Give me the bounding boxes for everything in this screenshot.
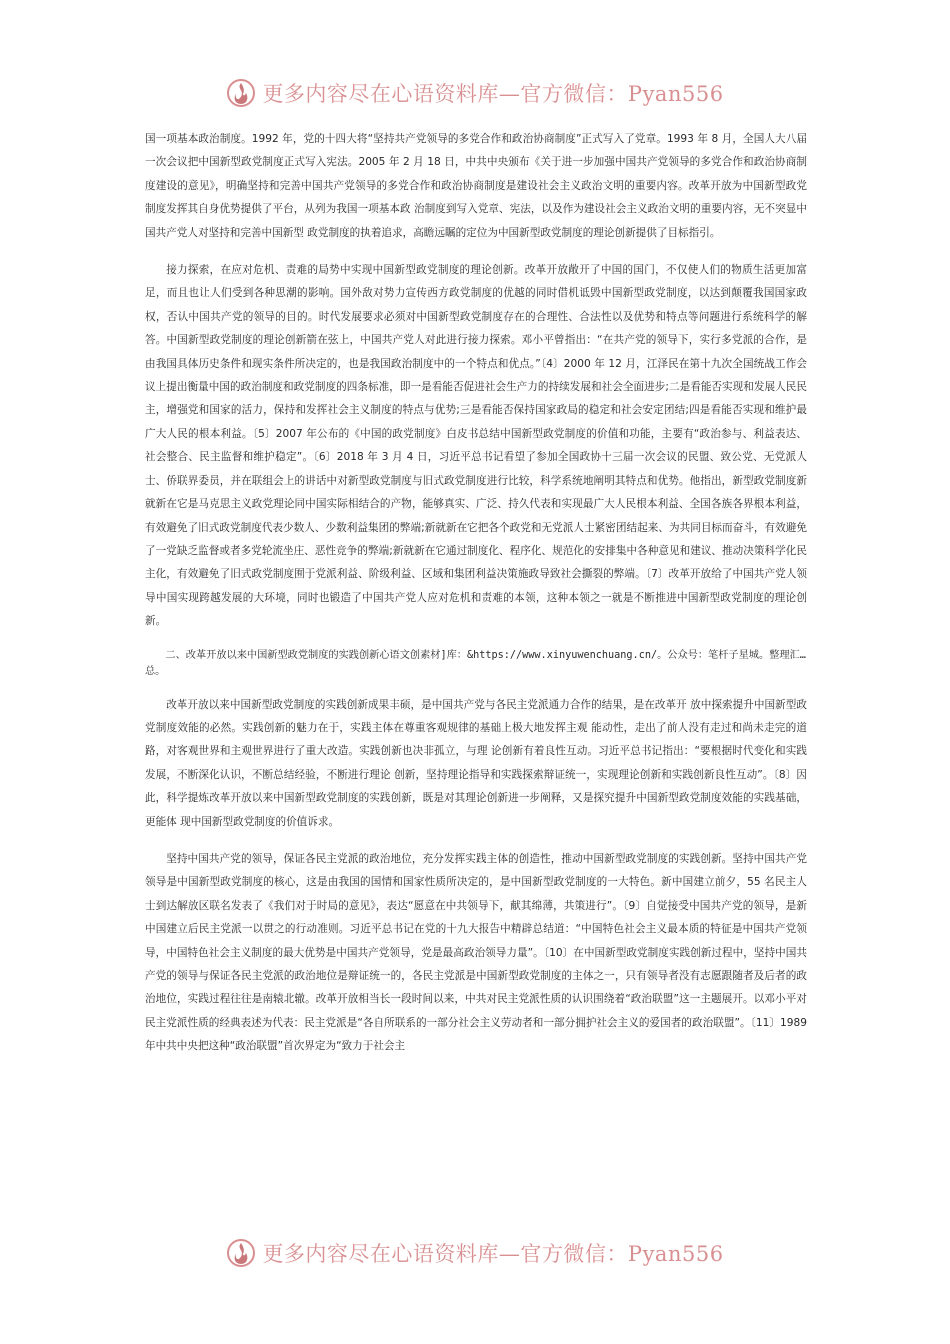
flame-seal-icon	[226, 1238, 256, 1268]
section-heading: 二、改革开放以来中国新型政党制度的实践创新心语文创素材]库：&https://www.xinyuwenchuang.cn/。公众号：笔杆子星城。整理汇…总。	[145, 649, 806, 677]
flame-seal-icon	[226, 78, 256, 108]
paragraph-3: 改革开放以来中国新型政党制度的实践创新成果丰硕，是中国共产党与各民主党派通力合作的结果，是在改革开 放中探索提升中国新型政党制度效能的必然。实践创新的魅力在于，实践主体在尊重客观规律的基础上极大地发挥主观 能动性，走出了前人没有走过和尚未走完的道路，对客观世界和主观世界进行了重大改造。实践创新也决非孤立，与理 论创新有着良性互动。习近平总书记指出：“要根据时代变化和实践发展，不断深化认识，不断总结经验，不断进行理论 创新，坚持理论指导和实践探索辩证统一，实现理论创新和实践创新良性互动”。〔8〕因此，科学提炼改革开放以来中国新型政党制度的实践创新，既是对其理论创新进一步阐释，又是探究提升中国新型政党制度效能的实践基础，更能体 现中国新型政党制度的价值诉求。	[145, 698, 807, 828]
watermark-text: 更多内容尽在心语资料库—官方微信：Pyan556	[262, 82, 724, 106]
document-body	[145, 128, 807, 1059]
paragraph-4: 坚持中国共产党的领导，保证各民主党派的政治地位，充分发挥实践主体的创造性，推动中国新型政党制度的实践创新。坚持中国共产党领导是中国新型政党制度的核心，这是由我国的国情和国家性质所决定的，是中国新型政党制度的一大特色。新中国建立前夕，55 名民主人士到达解放区联名发表了《我们对于时局的意见》，表达“愿意在中共领导下，献其绵薄，共策进行”。〔9〕自觉接受中国共产党的领导，是新中国建立后民主党派一以贯之的行动准则。习近平总书记在党的十九大报告中精辟总结道：“中国特色社会主义最本质的特征是中国共产党领导，中国特色社会主义制度的最大优势是中国共产党领导，党是最高政治领导力量”。〔10〕在中国新型政党制度实践创新过程中，坚持中国共产党的领导与保证各民主党派的政治地位是辩证统一的，各民主党派是中国新型政党制度的主体之一，只有领导者没有志愿跟随者及后者的政治地位，实践过程往往是南辕北辙。改革开放相当长一段时间以来，中共对民主党派性质的认识围绕着“政治联盟”这一主题展开。以邓小平对民主党派性质的经典表述为代表：民主党派是“各自所联系的一部分社会主义劳动者和一部分拥护社会主义的爱国者的政治联盟”。〔11〕1989 年中共中央把这种“政治联盟”首次界定为“致力于社会主	[145, 852, 807, 1053]
paragraph-2: 接力探索，在应对危机、责难的局势中实现中国新型政党制度的理论创新。改革开放敞开了中国的国门，不仅使人们的物质生活更加富足，而且也让人们受到各种思潮的影响。国外敌对势力宣传西方政党制度的优越的同时借机诋毁中国新型政党制度，以达到颠覆我国国家政权，否认中国共产党的领导的目的。时代发展要求必须对中国新型政党制度存在的合理性、合法性以及优势和特点等问题进行系统科学的解答。中国新型政党制度的理论创新箭在弦上，中国共产党人对此进行接力探索。邓小平曾指出：“在共产党的领导下，实行多党派的合作，是由我国具体历史条件和现实条件所决定的，也是我国政治制度中的一个特点和优点。”〔4〕2000 年 12 月，江泽民在第十九次全国统战工作会议上提出衡量中国的政治制度和政党制度的四条标准，即一是看能否促进社会生产力的持续发展和社会全面进步;二是看能否实现和发展人民民主，增强党和国家的活力，保持和发挥社会主义制度的特点与优势;三是看能否保持国家政局的稳定和社会安定团结;四是看能否实现和维护最广大人民的根本利益。〔5〕2007 年公布的《中国的政党制度》白皮书总结中国新型政党制度的价值和功能，主要有“政治参与、利益表达、社会整合、民主监督和维护稳定”。〔6〕2018 年 3 月 4 日，习近平总书记看望了参加全国政协十三届一次会议的民盟、致公党、无党派人士、侨联界委员，并在联组会上的讲话中对新型政党制度与旧式政党制度进行比较，科学系统地阐明其特点和优势。他指出，新型政党制度新就新在它是马克思主义政党理论同中国实际相结合的产物，能够真实、广泛、持久代表和实现最广大人民根本利益、全国各族各界根本利益， 有效避免了旧式政党制度代表少数人、少数利益集团的弊端;新就新在它把各个政党和无党派人士紧密团结起来、为共同目标而奋斗，有效避免了一党缺乏监督或者多党轮流坐庄、恶性竞争的弊端;新就新在它通过制度化、程序化、规范化的安排集中各种意见和建议、推动决策科学化民主化，有效避免了旧式政党制度囿于党派利益、阶级利益、区域和集团利益决策施政导致社会撕裂的弊端。〔7〕改革开放给了中国共产党人领导中国实现跨越发展的大环境，同时也锻造了中国共产党人应对危机和责难的本领，这种本领之一就是不断推进中国新型政党制度的理论创新。	[145, 264, 807, 628]
paragraph-1: 国一项基本政治制度。1992 年，党的十四大将“坚持共产党领导的多党合作和政治协商制度”正式写入了党章。1993 年 8 月，全国人大八届一次会议把中国新型政党制度正式写入宪法。2005 年 2 月 18 日，中共中央颁布《关于进一步加强中国共产党领导的多党合作和政治协商制度建设的意见》，明确坚持和完善中国共产党领导的多党合作和政治协商制度是建设社会主义政治文明的重要内容。改革开放为中国新型政党制度发挥其自身优势提供了平台，从列为我国一项基本政 治制度到写入党章、宪法，以及作为建设社会主义政治文明的重要内容，无不突显中国共产党人对坚持和完善中国新型 政党制度的执着追求，高瞻远瞩的定位为中国新型政党制度的理论创新提供了目标指引。	[145, 133, 807, 239]
footer-watermark	[0, 1233, 950, 1273]
header-watermark	[0, 73, 950, 113]
watermark-text: 更多内容尽在心语资料库—官方微信：Pyan556	[262, 1242, 724, 1266]
